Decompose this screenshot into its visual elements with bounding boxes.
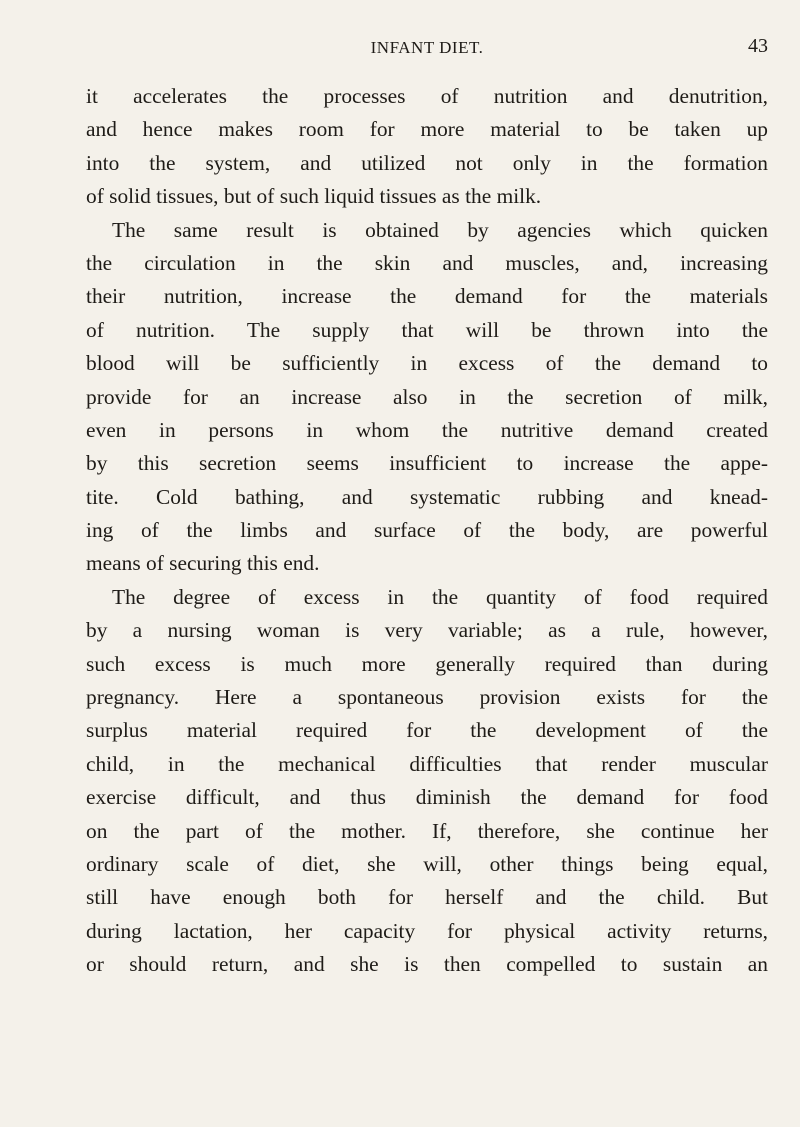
text-line: pregnancy. Here a spontaneous provision exists for the (86, 685, 768, 710)
text-line: provide for an increase also in the secretion of milk, (86, 384, 768, 409)
text-line: blood will be sufficiently in excess of the demand to (86, 351, 768, 376)
text-line: ing of the limbs and surface of the body, are powerful (86, 518, 768, 543)
text-line: tite. Cold bathing, and systematic rubbing and knead- (86, 484, 768, 509)
text-line: such excess is much more generally required than during (86, 651, 768, 676)
text-line: means of securing this end. (86, 551, 320, 576)
text-line: the circulation in the skin and muscles, and, increasing (86, 250, 768, 275)
text-line: surplus material required for the development of the (86, 718, 768, 743)
text-line: their nutrition, increase the demand for the materials (86, 284, 768, 309)
text-line: and hence makes room for more material to be taken up (86, 117, 768, 142)
page-number: 43 (748, 35, 768, 57)
text-line: into the system, and utilized not only in the formation (86, 150, 768, 175)
text-line: exercise difficult, and thus diminish the demand for food (86, 785, 768, 810)
text-line: on the part of the mother. If, therefore, she continue her (86, 818, 768, 843)
text-line: it accelerates the processes of nutrition and denutrition, (86, 84, 768, 108)
running-head-title: INFANT DIET. (370, 38, 484, 57)
text-line: by a nursing woman is very variable; as a rule, however, (86, 618, 768, 643)
text-line: or should return, and she is then compelled to sustain an (86, 952, 768, 977)
text-line: by this secretion seems insufficient to increase the appe- (86, 451, 768, 476)
text-line: of nutrition. The supply that will be thrown into the (86, 317, 768, 342)
text-line: even in persons in whom the nutritive demand created (86, 417, 768, 442)
text-line: of solid tissues, but of such liquid tissues as the milk. (86, 184, 542, 209)
text-line: during lactation, her capacity for physical activity returns, (86, 918, 768, 943)
text-line: The degree of excess in the quantity of food required (112, 584, 768, 609)
text-line: The same result is obtained by agencies which quicken (112, 217, 768, 242)
body-text (86, 80, 768, 982)
text-line: child, in the mechanical difficulties that render muscular (86, 751, 768, 776)
text-line: ordinary scale of diet, she will, other things being equal, (86, 851, 768, 876)
text-line: still have enough both for herself and the child. But (86, 885, 768, 910)
running-head (86, 30, 768, 60)
